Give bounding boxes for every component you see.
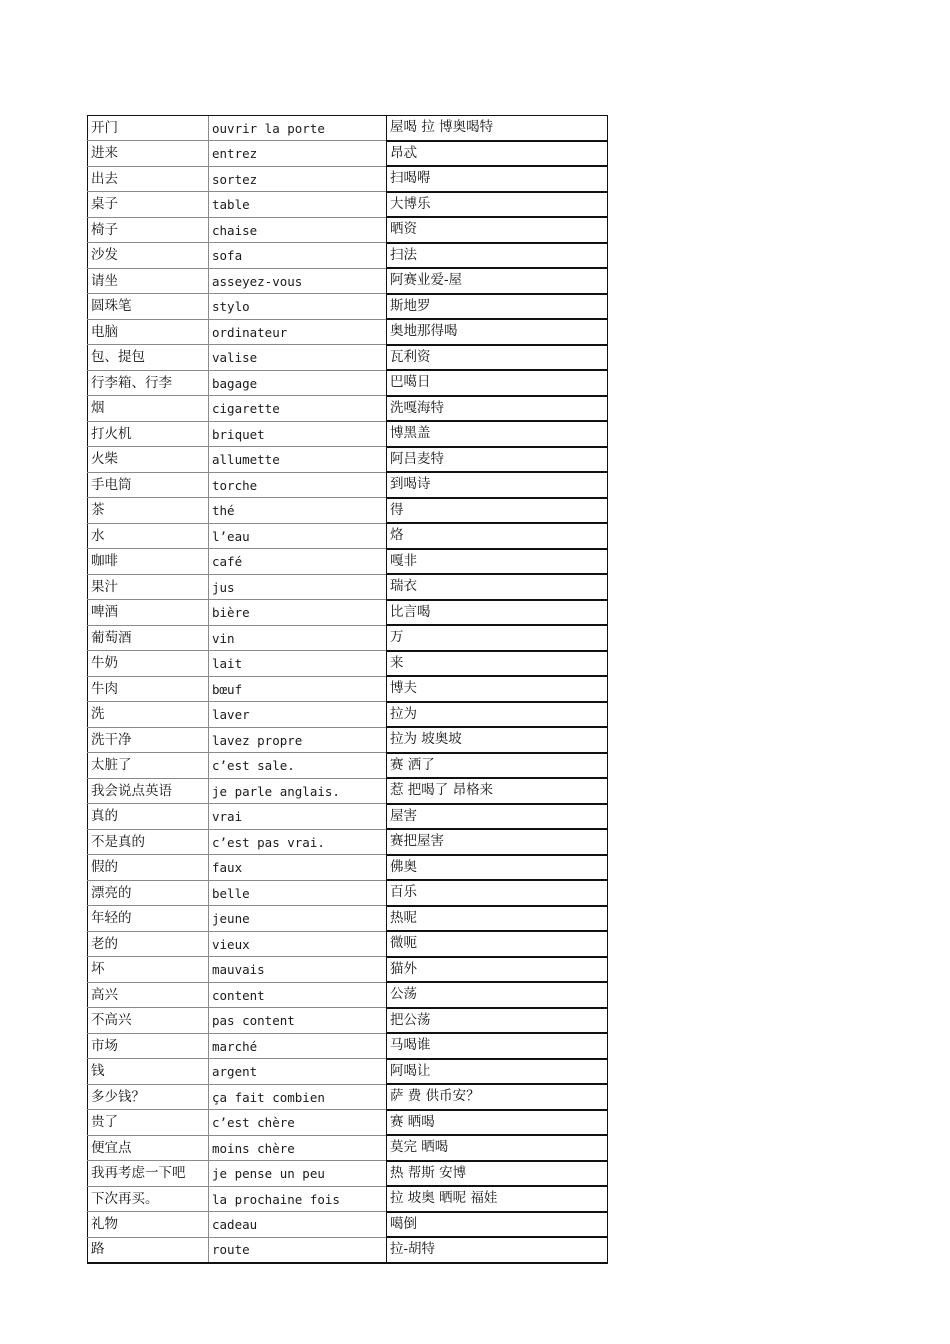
pronunciation-cell: 得	[387, 498, 608, 524]
french-cell: je pense un peu	[209, 1161, 387, 1187]
chinese-cell: 钱	[88, 1059, 209, 1085]
french-cell: ordinateur	[209, 319, 387, 345]
french-cell: table	[209, 192, 387, 218]
french-cell: bœuf	[209, 676, 387, 702]
french-cell: route	[209, 1237, 387, 1263]
pronunciation-cell: 扫喝嘚	[387, 166, 608, 192]
table-row	[88, 880, 608, 906]
table-row	[88, 702, 608, 728]
chinese-cell: 电脑	[88, 319, 209, 345]
pronunciation-cell: 大博乐	[387, 192, 608, 218]
french-cell: l’eau	[209, 523, 387, 549]
pronunciation-cell: 烙	[387, 523, 608, 549]
chinese-cell: 牛奶	[88, 651, 209, 677]
chinese-cell: 开门	[88, 116, 209, 141]
chinese-cell: 年轻的	[88, 906, 209, 932]
pronunciation-cell: 来	[387, 651, 608, 677]
chinese-cell: 贵了	[88, 1110, 209, 1136]
french-cell: entrez	[209, 141, 387, 167]
chinese-cell: 打火机	[88, 421, 209, 447]
chinese-cell: 我会说点英语	[88, 778, 209, 804]
table-row	[88, 192, 608, 218]
chinese-cell: 行李箱、行李	[88, 370, 209, 396]
pronunciation-cell: 佛奥	[387, 855, 608, 881]
pronunciation-cell: 斯地罗	[387, 294, 608, 320]
french-cell: vin	[209, 625, 387, 651]
pronunciation-cell: 萨 费 供币安？	[387, 1084, 608, 1110]
chinese-cell: 便宜点	[88, 1135, 209, 1161]
french-cell: allumette	[209, 447, 387, 473]
french-cell: moins chère	[209, 1135, 387, 1161]
chinese-cell: 沙发	[88, 243, 209, 269]
french-cell: cigarette	[209, 396, 387, 422]
french-cell: asseyez-vous	[209, 268, 387, 294]
french-cell: ça fait combien	[209, 1084, 387, 1110]
pronunciation-cell: 奥地那得喝	[387, 319, 608, 345]
chinese-cell: 果汁	[88, 574, 209, 600]
table-row	[88, 727, 608, 753]
table-row	[88, 472, 608, 498]
table-row	[88, 498, 608, 524]
french-cell: vrai	[209, 804, 387, 830]
pronunciation-cell: 阿喝让	[387, 1059, 608, 1085]
chinese-cell: 啤酒	[88, 600, 209, 626]
french-cell: jeune	[209, 906, 387, 932]
french-cell: torche	[209, 472, 387, 498]
table-row	[88, 243, 608, 269]
french-cell: pas content	[209, 1008, 387, 1034]
chinese-cell: 火柴	[88, 447, 209, 473]
table-row	[88, 370, 608, 396]
french-cell: chaise	[209, 217, 387, 243]
french-cell: vieux	[209, 931, 387, 957]
pronunciation-cell: 马喝谁	[387, 1033, 608, 1059]
pronunciation-cell: 把公荡	[387, 1008, 608, 1034]
french-cell: la prochaine fois	[209, 1186, 387, 1212]
chinese-cell: 圆珠笔	[88, 294, 209, 320]
table-row	[88, 396, 608, 422]
pronunciation-cell: 热 帮斯 安博	[387, 1161, 608, 1187]
table-row	[88, 931, 608, 957]
chinese-cell: 多少钱？	[88, 1084, 209, 1110]
chinese-cell: 进来	[88, 141, 209, 167]
french-cell: lavez propre	[209, 727, 387, 753]
table-row	[88, 1110, 608, 1136]
pronunciation-cell: 惹 把喝了 昂格来	[387, 778, 608, 804]
pronunciation-cell: 赛 洒了	[387, 753, 608, 779]
french-cell: belle	[209, 880, 387, 906]
table-row	[88, 345, 608, 371]
french-cell: café	[209, 549, 387, 575]
pronunciation-cell: 屋害	[387, 804, 608, 830]
table-row	[88, 1008, 608, 1034]
table-row	[88, 957, 608, 983]
chinese-cell: 葡萄酒	[88, 625, 209, 651]
pronunciation-cell: 博夫	[387, 676, 608, 702]
pronunciation-cell: 微呃	[387, 931, 608, 957]
french-cell: mauvais	[209, 957, 387, 983]
chinese-cell: 老的	[88, 931, 209, 957]
table-row	[88, 855, 608, 881]
table-row	[88, 1212, 608, 1238]
table-row	[88, 574, 608, 600]
chinese-cell: 真的	[88, 804, 209, 830]
table-row	[88, 268, 608, 294]
pronunciation-cell: 拉为	[387, 702, 608, 728]
pronunciation-cell: 到喝诗	[387, 472, 608, 498]
french-cell: stylo	[209, 294, 387, 320]
pronunciation-cell: 晒资	[387, 217, 608, 243]
chinese-cell: 椅子	[88, 217, 209, 243]
french-cell: bière	[209, 600, 387, 626]
table-row	[88, 549, 608, 575]
chinese-cell: 桌子	[88, 192, 209, 218]
table-row	[88, 778, 608, 804]
pronunciation-cell: 拉为 坡奥坡	[387, 727, 608, 753]
table-row	[88, 625, 608, 651]
table-row	[88, 906, 608, 932]
chinese-cell: 我再考虑一下吧	[88, 1161, 209, 1187]
chinese-cell: 礼物	[88, 1212, 209, 1238]
table-row	[88, 1033, 608, 1059]
table-row	[88, 829, 608, 855]
chinese-cell: 牛肉	[88, 676, 209, 702]
chinese-cell: 茶	[88, 498, 209, 524]
pronunciation-cell: 瓦利资	[387, 345, 608, 371]
pronunciation-cell: 巴噶日	[387, 370, 608, 396]
vocabulary-table-body	[88, 116, 608, 1263]
chinese-cell: 坏	[88, 957, 209, 983]
table-row	[88, 651, 608, 677]
chinese-cell: 漂亮的	[88, 880, 209, 906]
table-row	[88, 141, 608, 167]
table-row	[88, 676, 608, 702]
french-cell: c’est sale.	[209, 753, 387, 779]
table-row	[88, 1084, 608, 1110]
table-row	[88, 1237, 608, 1263]
chinese-cell: 水	[88, 523, 209, 549]
pronunciation-cell: 扫法	[387, 243, 608, 269]
pronunciation-cell: 赛把屋害	[387, 829, 608, 855]
chinese-cell: 太脏了	[88, 753, 209, 779]
table-row	[88, 421, 608, 447]
table-row	[88, 1059, 608, 1085]
pronunciation-cell: 噶倒	[387, 1212, 608, 1238]
pronunciation-cell: 赛 晒喝	[387, 1110, 608, 1136]
chinese-cell: 高兴	[88, 982, 209, 1008]
french-cell: faux	[209, 855, 387, 881]
chinese-cell: 请坐	[88, 268, 209, 294]
chinese-cell: 手电筒	[88, 472, 209, 498]
chinese-cell: 假的	[88, 855, 209, 881]
table-row	[88, 804, 608, 830]
table-row	[88, 600, 608, 626]
chinese-cell: 包、提包	[88, 345, 209, 371]
table-row	[88, 447, 608, 473]
french-cell: bagage	[209, 370, 387, 396]
table-row	[88, 1135, 608, 1161]
pronunciation-cell: 万	[387, 625, 608, 651]
chinese-cell: 不是真的	[88, 829, 209, 855]
pronunciation-cell: 公荡	[387, 982, 608, 1008]
french-cell: sortez	[209, 166, 387, 192]
french-cell: thé	[209, 498, 387, 524]
pronunciation-cell: 阿赛业爱-屋	[387, 268, 608, 294]
french-cell: lait	[209, 651, 387, 677]
pronunciation-cell: 屋喝 拉 博奥喝特	[387, 116, 608, 141]
french-cell: ouvrir la porte	[209, 116, 387, 141]
chinese-cell: 洗干净	[88, 727, 209, 753]
chinese-cell: 咖啡	[88, 549, 209, 575]
table-row	[88, 166, 608, 192]
french-cell: cadeau	[209, 1212, 387, 1238]
vocabulary-table	[87, 115, 608, 1264]
chinese-cell: 路	[88, 1237, 209, 1263]
chinese-cell: 不高兴	[88, 1008, 209, 1034]
french-cell: je parle anglais.	[209, 778, 387, 804]
table-row	[88, 523, 608, 549]
table-row	[88, 217, 608, 243]
french-cell: c’est pas vrai.	[209, 829, 387, 855]
pronunciation-cell: 比言喝	[387, 600, 608, 626]
pronunciation-cell: 百乐	[387, 880, 608, 906]
pronunciation-cell: 瑞衣	[387, 574, 608, 600]
french-cell: jus	[209, 574, 387, 600]
pronunciation-cell: 阿吕麦特	[387, 447, 608, 473]
pronunciation-cell: 嘎非	[387, 549, 608, 575]
pronunciation-cell: 昂忒	[387, 141, 608, 167]
table-row	[88, 753, 608, 779]
chinese-cell: 烟	[88, 396, 209, 422]
chinese-cell: 洗	[88, 702, 209, 728]
chinese-cell: 市场	[88, 1033, 209, 1059]
table-row	[88, 294, 608, 320]
french-cell: laver	[209, 702, 387, 728]
french-cell: argent	[209, 1059, 387, 1085]
table-row	[88, 116, 608, 141]
pronunciation-cell: 猫外	[387, 957, 608, 983]
pronunciation-cell: 拉 坡奥 晒呢 福娃	[387, 1186, 608, 1212]
table-row	[88, 1161, 608, 1187]
pronunciation-cell: 洗嘎海特	[387, 396, 608, 422]
pronunciation-cell: 拉-胡特	[387, 1237, 608, 1263]
chinese-cell: 下次再买。	[88, 1186, 209, 1212]
french-cell: briquet	[209, 421, 387, 447]
pronunciation-cell: 博黑盖	[387, 421, 608, 447]
pronunciation-cell: 莫完 晒喝	[387, 1135, 608, 1161]
french-cell: marché	[209, 1033, 387, 1059]
chinese-cell: 出去	[88, 166, 209, 192]
french-cell: c’est chère	[209, 1110, 387, 1136]
french-cell: sofa	[209, 243, 387, 269]
table-row	[88, 982, 608, 1008]
pronunciation-cell: 热呢	[387, 906, 608, 932]
table-row	[88, 319, 608, 345]
french-cell: valise	[209, 345, 387, 371]
table-row	[88, 1186, 608, 1212]
french-cell: content	[209, 982, 387, 1008]
